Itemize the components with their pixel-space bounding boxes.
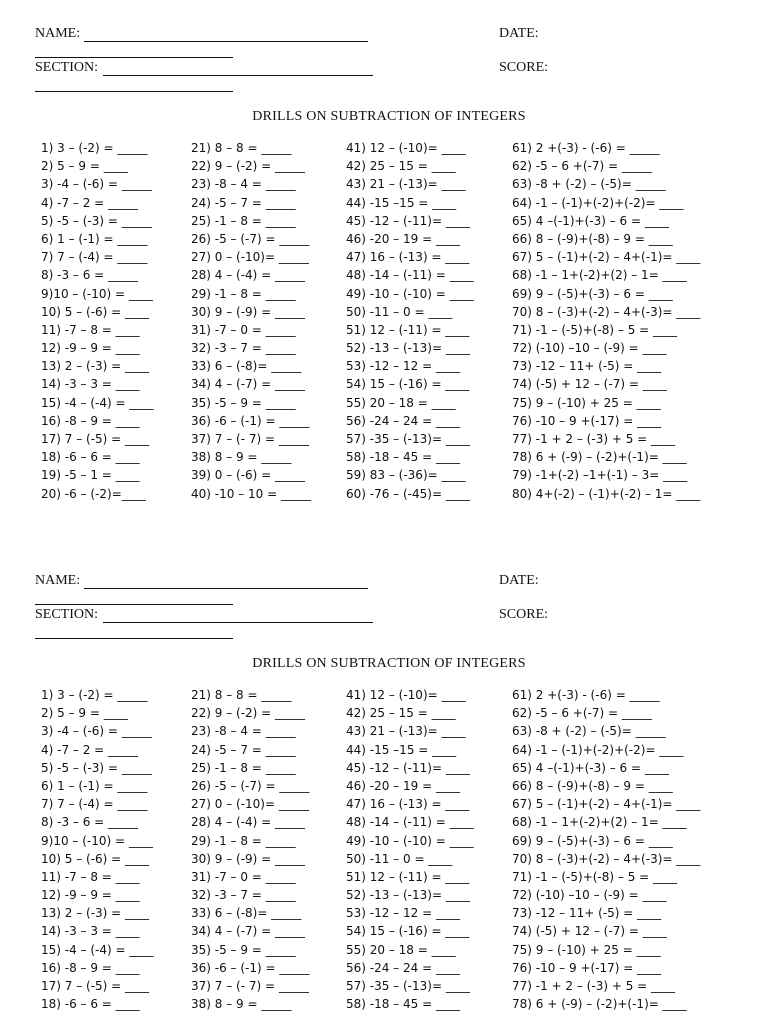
drill-item: 38) 8 – 9 = _____ xyxy=(191,997,292,1012)
drill-item: 51) 12 – (-11) = ____ xyxy=(346,322,470,337)
drill-item: 79) -1+(-2) –1+(-1) – 3= ____ xyxy=(512,468,688,483)
drill-item: 5) -5 – (-3) = _____ xyxy=(41,760,152,775)
drill-item: 49) -10 – (-10) = ____ xyxy=(346,286,474,301)
drill-item: 65) 4 –(-1)+(-3) – 6 = ____ xyxy=(512,213,669,228)
drill-item: 47) 16 – (-13) = ____ xyxy=(346,250,470,265)
drill-item: 74) (-5) + 12 – (-7) = ____ xyxy=(512,377,667,392)
worksheet-title: DRILLS ON SUBTRACTION OF INTEGERS xyxy=(252,109,526,124)
drill-column-3 xyxy=(346,686,474,1013)
drill-item: 73) -12 – 11+ (-5) = ____ xyxy=(512,359,662,374)
drill-item: 44) -15 –15 = ____ xyxy=(346,742,457,757)
drill-item: 44) -15 –15 = ____ xyxy=(346,195,457,210)
date-label: DATE: xyxy=(499,573,539,588)
drill-item: 2) 5 – 9 = ____ xyxy=(41,706,128,721)
drill-item: 42) 25 – 15 = ____ xyxy=(346,706,456,721)
drill-item: 20) -6 – (-2)=____ xyxy=(41,486,146,501)
drill-item: 70) 8 – (-3)+(-2) – 4+(-3)= ____ xyxy=(512,851,701,866)
section-line xyxy=(103,622,373,623)
drill-item: 16) -8 – 9 = ____ xyxy=(41,413,140,428)
drill-item: 46) -20 – 19 = ____ xyxy=(346,231,460,246)
drill-column-4 xyxy=(512,139,700,503)
drill-item: 68) -1 – 1+(-2)+(2) – 1= ____ xyxy=(512,268,687,283)
drill-item: 13) 2 – (-3) = ____ xyxy=(41,906,150,921)
drill-item: 24) -5 – 7 = _____ xyxy=(191,195,296,210)
drill-item: 65) 4 –(-1)+(-3) – 6 = ____ xyxy=(512,760,669,775)
drill-item: 55) 20 – 18 = ____ xyxy=(346,395,456,410)
drill-item: 10) 5 – (-6) = ____ xyxy=(41,304,150,319)
drill-item: 16) -8 – 9 = ____ xyxy=(41,960,140,975)
drill-item: 62) -5 – 6 +(-7) = _____ xyxy=(512,159,652,174)
drill-item: 69) 9 – (-5)+(-3) – 6 = ____ xyxy=(512,833,673,848)
drill-item: 32) -3 – 7 = _____ xyxy=(191,341,296,356)
drill-item: 17) 7 – (-5) = ____ xyxy=(41,979,150,993)
drill-item: 58) -18 – 45 = ____ xyxy=(346,450,460,465)
drill-item: 47) 16 – (-13) = ____ xyxy=(346,797,470,812)
drill-item: 15) -4 – (-4) = ____ xyxy=(41,942,154,957)
drill-item: 48) -14 – (-11) = ____ xyxy=(346,815,474,830)
drill-item: 4) -7 – 2 = _____ xyxy=(41,742,139,757)
drill-item: 56) -24 – 24 = ____ xyxy=(346,960,460,975)
drill-item: 9)10 – (-10) = ____ xyxy=(41,833,153,848)
drill-item: 12) -9 – 9 = ____ xyxy=(41,888,140,903)
drill-item: 54) 15 – (-16) = ____ xyxy=(346,924,470,939)
drill-item: 7) 7 – (-4) = _____ xyxy=(41,250,148,265)
drill-item: 75) 9 – (-10) + 25 = ____ xyxy=(512,942,661,957)
drill-item: 9)10 – (-10) = ____ xyxy=(41,286,153,301)
drill-item: 66) 8 – (-9)+(-8) – 9 = ____ xyxy=(512,778,673,793)
drill-item: 75) 9 – (-10) + 25 = ____ xyxy=(512,395,661,410)
drill-item: 8) -3 – 6 = _____ xyxy=(41,268,139,283)
date-label: DATE: xyxy=(499,26,539,41)
drill-item: 22) 9 – (-2) = _____ xyxy=(191,159,306,174)
name-line-continuation xyxy=(35,604,233,605)
drill-item: 1) 3 – (-2) = _____ xyxy=(41,141,148,155)
drill-item: 66) 8 – (-9)+(-8) – 9 = ____ xyxy=(512,231,673,246)
drill-column-1 xyxy=(41,139,153,503)
drill-item: 55) 20 – 18 = ____ xyxy=(346,942,456,957)
drill-item: 27) 0 – (-10)= _____ xyxy=(191,797,309,812)
drill-item: 14) -3 – 3 = ____ xyxy=(41,377,140,392)
drill-item: 35) -5 – 9 = _____ xyxy=(191,942,296,957)
drill-item: 5) -5 – (-3) = _____ xyxy=(41,213,152,228)
drill-item: 78) 6 + (-9) – (-2)+(-1)= ____ xyxy=(512,450,687,465)
drill-item: 8) -3 – 6 = _____ xyxy=(41,815,139,830)
drill-item: 68) -1 – 1+(-2)+(2) – 1= ____ xyxy=(512,815,687,830)
name-line xyxy=(84,41,368,42)
drill-item: 21) 8 – 8 = _____ xyxy=(191,688,292,702)
drill-item: 63) -8 + (-2) – (-5)= _____ xyxy=(512,724,666,739)
name-line xyxy=(84,588,368,589)
drill-item: 12) -9 – 9 = ____ xyxy=(41,341,140,356)
drill-item: 80) 4+(-2) – (-1)+(-2) – 1= ____ xyxy=(512,486,701,501)
drill-item: 32) -3 – 7 = _____ xyxy=(191,888,296,903)
drill-item: 41) 12 – (-10)= ____ xyxy=(346,688,466,702)
drill-item: 11) -7 – 8 = ____ xyxy=(41,869,140,884)
drill-item: 15) -4 – (-4) = ____ xyxy=(41,395,154,410)
drill-item: 43) 21 – (-13)= ____ xyxy=(346,724,466,739)
drill-item: 25) -1 – 8 = _____ xyxy=(191,213,296,228)
drill-item: 23) -8 – 4 = _____ xyxy=(191,724,296,739)
drill-item: 31) -7 – 0 = _____ xyxy=(191,322,296,337)
score-label: SCORE: xyxy=(499,607,549,622)
drill-item: 14) -3 – 3 = ____ xyxy=(41,924,140,939)
drill-item: 51) 12 – (-11) = ____ xyxy=(346,869,470,884)
drill-item: 35) -5 – 9 = _____ xyxy=(191,395,296,410)
drill-item: 74) (-5) + 12 – (-7) = ____ xyxy=(512,924,667,939)
drill-item: 53) -12 – 12 = ____ xyxy=(346,906,460,921)
drill-item: 61) 2 +(-3) - (-6) = _____ xyxy=(512,141,660,155)
drill-item: 36) -6 – (-1) = _____ xyxy=(191,413,310,428)
drill-item: 33) 6 – (-8)= _____ xyxy=(191,359,302,374)
drill-item: 61) 2 +(-3) - (-6) = _____ xyxy=(512,688,660,702)
section-line xyxy=(103,75,373,76)
drill-item: 69) 9 – (-5)+(-3) – 6 = ____ xyxy=(512,286,673,301)
drill-item: 67) 5 – (-1)+(-2) – 4+(-1)= ____ xyxy=(512,797,701,812)
drill-item: 34) 4 – (-7) = _____ xyxy=(191,377,306,392)
drill-item: 33) 6 – (-8)= _____ xyxy=(191,906,302,921)
drill-column-1 xyxy=(41,686,153,1013)
drill-column-3 xyxy=(346,139,474,503)
drill-item: 48) -14 – (-11) = ____ xyxy=(346,268,474,283)
name-line-continuation xyxy=(35,57,233,58)
drill-item: 26) -5 – (-7) = _____ xyxy=(191,231,310,246)
drill-item: 29) -1 – 8 = _____ xyxy=(191,286,296,301)
drill-item: 3) -4 – (-6) = _____ xyxy=(41,724,152,739)
drill-item: 49) -10 – (-10) = ____ xyxy=(346,833,474,848)
drill-item: 73) -12 – 11+ (-5) = ____ xyxy=(512,906,662,921)
drill-item: 70) 8 – (-3)+(-2) – 4+(-3)= ____ xyxy=(512,304,701,319)
drill-item: 36) -6 – (-1) = _____ xyxy=(191,960,310,975)
drill-item: 13) 2 – (-3) = ____ xyxy=(41,359,150,374)
drill-item: 57) -35 – (-13)= ____ xyxy=(346,432,470,446)
drill-item: 71) -1 – (-5)+(-8) – 5 = ____ xyxy=(512,869,678,884)
drill-item: 64) -1 – (-1)+(-2)+(-2)= ____ xyxy=(512,195,684,210)
drill-item: 7) 7 – (-4) = _____ xyxy=(41,797,148,812)
drill-item: 60) -76 – (-45)= ____ xyxy=(346,486,470,501)
drill-item: 57) -35 – (-13)= ____ xyxy=(346,979,470,993)
drill-item: 72) (-10) –10 – (-9) = ____ xyxy=(512,888,667,903)
drill-item: 18) -6 – 6 = ____ xyxy=(41,450,140,465)
drill-item: 37) 7 – (- 7) = _____ xyxy=(191,432,309,446)
drill-item: 76) -10 – 9 +(-17) = ____ xyxy=(512,413,662,428)
drill-item: 25) -1 – 8 = _____ xyxy=(191,760,296,775)
drill-item: 45) -12 – (-11)= ____ xyxy=(346,213,470,228)
section-label: SECTION: xyxy=(35,60,98,75)
drill-item: 6) 1 – (-1) = _____ xyxy=(41,778,148,793)
section-label: SECTION: xyxy=(35,607,98,622)
drill-item: 11) -7 – 8 = ____ xyxy=(41,322,140,337)
drill-item: 10) 5 – (-6) = ____ xyxy=(41,851,150,866)
drill-item: 71) -1 – (-5)+(-8) – 5 = ____ xyxy=(512,322,678,337)
drill-item: 34) 4 – (-7) = _____ xyxy=(191,924,306,939)
drill-item: 76) -10 – 9 +(-17) = ____ xyxy=(512,960,662,975)
name-label: NAME: xyxy=(35,573,81,588)
drill-item: 59) 83 – (-36)= ____ xyxy=(346,468,466,483)
drill-item: 3) -4 – (-6) = _____ xyxy=(41,177,152,192)
section-line-continuation xyxy=(35,638,233,639)
drill-item: 19) -5 – 1 = ____ xyxy=(41,468,140,483)
drill-item: 64) -1 – (-1)+(-2)+(-2)= ____ xyxy=(512,742,684,757)
drill-item: 21) 8 – 8 = _____ xyxy=(191,141,292,155)
drill-column-4 xyxy=(512,686,700,1013)
drill-item: 42) 25 – 15 = ____ xyxy=(346,159,456,174)
drill-item: 77) -1 + 2 – (-3) + 5 = ____ xyxy=(512,432,676,446)
drill-item: 52) -13 – (-13)= ____ xyxy=(346,341,470,356)
drill-column-2 xyxy=(191,686,309,1013)
drill-column-2 xyxy=(191,139,311,503)
drill-item: 53) -12 – 12 = ____ xyxy=(346,359,460,374)
drill-item: 45) -12 – (-11)= ____ xyxy=(346,760,470,775)
drill-item: 2) 5 – 9 = ____ xyxy=(41,159,128,174)
drill-item: 26) -5 – (-7) = _____ xyxy=(191,778,310,793)
drill-item: 62) -5 – 6 +(-7) = _____ xyxy=(512,706,652,721)
worksheet-title: DRILLS ON SUBTRACTION OF INTEGERS xyxy=(252,656,526,671)
drill-item: 67) 5 – (-1)+(-2) – 4+(-1)= ____ xyxy=(512,250,701,265)
name-label: NAME: xyxy=(35,26,81,41)
drill-item: 30) 9 – (-9) = _____ xyxy=(191,851,306,866)
drill-item: 43) 21 – (-13)= ____ xyxy=(346,177,466,192)
drill-item: 23) -8 – 4 = _____ xyxy=(191,177,296,192)
drill-item: 50) -11 – 0 = ____ xyxy=(346,851,453,866)
drill-item: 72) (-10) –10 – (-9) = ____ xyxy=(512,341,667,356)
drill-item: 58) -18 – 45 = ____ xyxy=(346,997,460,1012)
drill-item: 52) -13 – (-13)= ____ xyxy=(346,888,470,903)
drill-item: 46) -20 – 19 = ____ xyxy=(346,778,460,793)
drill-item: 40) -10 – 10 = _____ xyxy=(191,486,311,501)
drill-item: 1) 3 – (-2) = _____ xyxy=(41,688,148,702)
drill-item: 31) -7 – 0 = _____ xyxy=(191,869,296,884)
drill-item: 24) -5 – 7 = _____ xyxy=(191,742,296,757)
drill-item: 28) 4 – (-4) = _____ xyxy=(191,815,306,830)
drill-item: 41) 12 – (-10)= ____ xyxy=(346,141,466,155)
score-label: SCORE: xyxy=(499,60,549,75)
drill-item: 28) 4 – (-4) = _____ xyxy=(191,268,306,283)
drill-item: 17) 7 – (-5) = ____ xyxy=(41,432,150,446)
drill-item: 6) 1 – (-1) = _____ xyxy=(41,231,148,246)
drill-item: 37) 7 – (- 7) = _____ xyxy=(191,979,309,993)
drill-item: 22) 9 – (-2) = _____ xyxy=(191,706,306,721)
drill-item: 78) 6 + (-9) – (-2)+(-1)= ____ xyxy=(512,997,687,1012)
section-line-continuation xyxy=(35,91,233,92)
drill-item: 30) 9 – (-9) = _____ xyxy=(191,304,306,319)
drill-item: 39) 0 – (-6) = _____ xyxy=(191,468,306,483)
drill-item: 18) -6 – 6 = ____ xyxy=(41,997,140,1012)
drill-item: 77) -1 + 2 – (-3) + 5 = ____ xyxy=(512,979,676,993)
drill-item: 27) 0 – (-10)= _____ xyxy=(191,250,309,265)
drill-item: 50) -11 – 0 = ____ xyxy=(346,304,453,319)
drill-item: 63) -8 + (-2) – (-5)= _____ xyxy=(512,177,666,192)
drill-item: 54) 15 – (-16) = ____ xyxy=(346,377,470,392)
drill-item: 56) -24 – 24 = ____ xyxy=(346,413,460,428)
drill-item: 4) -7 – 2 = _____ xyxy=(41,195,139,210)
drill-item: 29) -1 – 8 = _____ xyxy=(191,833,296,848)
drill-item: 38) 8 – 9 = _____ xyxy=(191,450,292,465)
